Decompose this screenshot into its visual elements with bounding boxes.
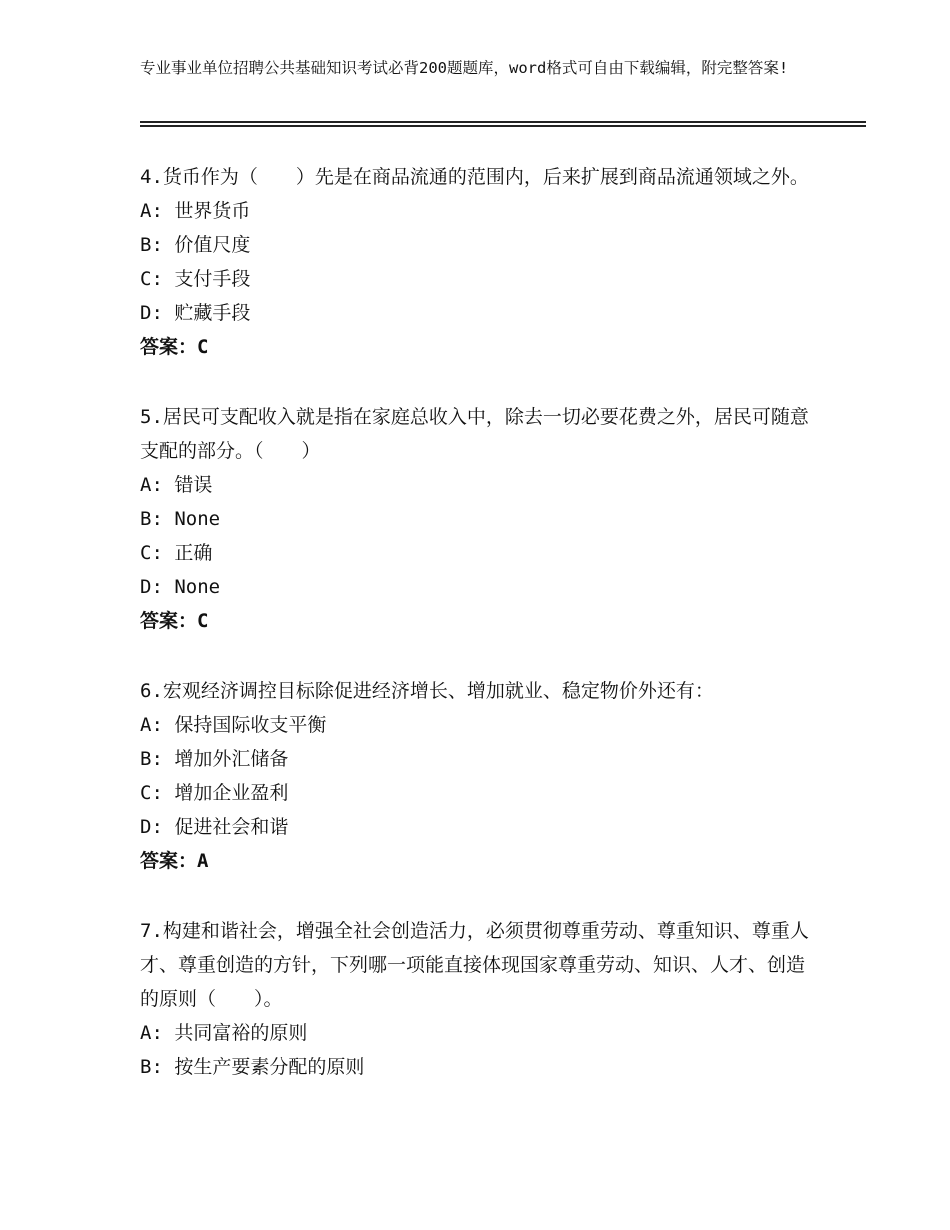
question-text: 6.宏观经济调控目标除促进经济增长、增加就业、稳定物价外还有： (140, 680, 714, 702)
option-b: B: 按生产要素分配的原则 (140, 1056, 365, 1078)
question-4 (140, 160, 820, 364)
option-a: A: 世界货币 (140, 200, 251, 222)
document-header (140, 57, 800, 79)
question-6 (140, 674, 820, 878)
question-5 (140, 400, 820, 638)
option-a: A: 共同富裕的原则 (140, 1022, 308, 1044)
option-c: C: 正确 (140, 542, 213, 564)
option-b: B: None (140, 508, 221, 530)
answer: 答案：A (140, 850, 209, 872)
option-d: D: 贮藏手段 (140, 302, 251, 324)
question-list (140, 160, 820, 1120)
option-c: C: 增加企业盈利 (140, 782, 289, 804)
header-divider-top (140, 121, 866, 123)
answer: 答案：C (140, 610, 209, 632)
option-a: A: 错误 (140, 474, 213, 496)
question-text: 7.构建和谐社会，增强全社会创造活力，必须贯彻尊重劳动、尊重知识、尊重人才、尊重创造的方针，下列哪一项能直接体现国家尊重劳动、知识、人才、创造的原则（ ）。 (140, 920, 809, 1010)
question-7 (140, 914, 820, 1084)
question-text: 4.货币作为（ ）先是在商品流通的范围内，后来扩展到商品流通领域之外。 (140, 166, 809, 188)
option-d: D: 促进社会和谐 (140, 816, 289, 838)
option-b: B: 价值尺度 (140, 234, 251, 256)
option-c: C: 支付手段 (140, 268, 251, 290)
option-a: A: 保持国际收支平衡 (140, 714, 327, 736)
question-text: 5.居民可支配收入就是指在家庭总收入中，除去一切必要花费之外，居民可随意支配的部分。（ ） (140, 406, 809, 462)
option-b: B: 增加外汇储备 (140, 748, 289, 770)
answer: 答案：C (140, 336, 209, 358)
document-title: 专业事业单位招聘公共基础知识考试必背200题题库，word格式可自由下载编辑，附完整答案! (140, 59, 789, 77)
option-d: D: None (140, 576, 221, 598)
header-divider-bottom (140, 125, 866, 127)
